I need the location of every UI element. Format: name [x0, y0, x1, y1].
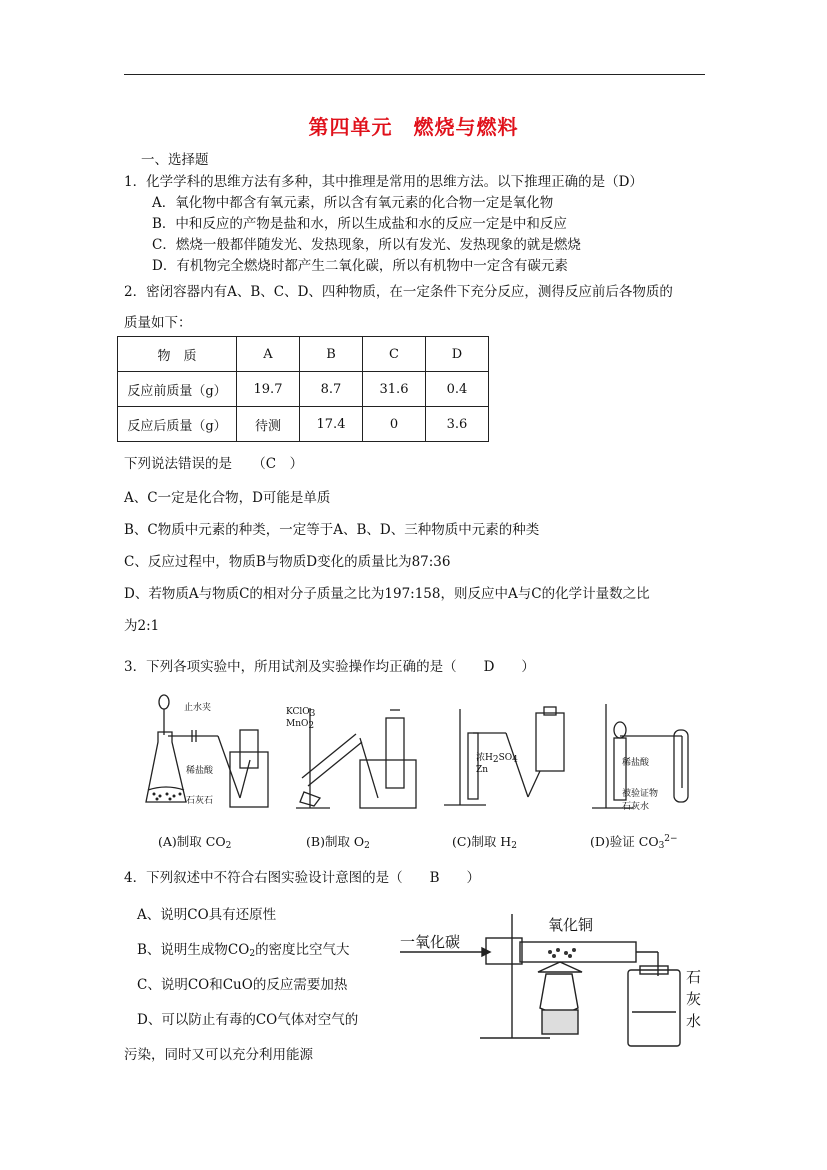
figure-d-label-limewater: 石灰水 — [622, 802, 650, 812]
figure-b-label-mno2: MnO2 — [286, 719, 315, 731]
q1-option-c: C．燃烧一般都伴随发光、发热现象，所以有发光、发热现象的就是燃烧 — [152, 237, 581, 253]
table-cell: 反应前质量（g） — [118, 372, 237, 407]
table-header-cell: A — [237, 337, 300, 372]
q2-option-c: C、反应过程中，物质B与物质D变化的质量比为87:36 — [124, 554, 451, 570]
table-header-row — [118, 337, 489, 372]
table-row — [118, 407, 489, 442]
figure-c-label-acid: 浓H2SO4 — [476, 753, 518, 765]
table-cell: 17.4 — [300, 407, 363, 442]
figure-a-label-acid: 稀盐酸 — [186, 766, 214, 776]
q2-question: 下列说法错误的是 （C ） — [124, 456, 304, 472]
figure-d-caption: (D)验证 $CO_3^{2-}$ — [590, 834, 678, 851]
figure-label-water: 水 — [686, 1012, 702, 1030]
figure-b-label-kclo3: KClO3 — [286, 707, 316, 719]
q2-stem-line1: 2．密闭容器内有A、B、C、D、四种物质，在一定条件下充分反应，测得反应前后各物质的 — [124, 284, 673, 300]
q4-stem: 4．下列叙述中不符合右图实验设计意图的是（ B ） — [124, 870, 481, 886]
q4-option-a: A、说明CO具有还原性 — [137, 907, 277, 923]
q1-option-d: D．有机物完全燃烧时都产生二氧化碳，所以有机物中一定含有碳元素 — [152, 258, 568, 274]
table-header-cell: 物 质 — [118, 337, 237, 372]
q2-option-a: A、C一定是化合物，D可能是单质 — [124, 490, 331, 506]
figure-d-label-sample: 被验证物 — [622, 789, 659, 799]
figure-a-label-clamp: 止水夹 — [184, 703, 212, 713]
figure-a-caption: (A)制取 $CO_2$ — [158, 834, 232, 851]
q4-option-d-continued: 污染，同时又可以充分利用能源 — [124, 1047, 313, 1063]
figure-label-copper-oxide: 氧化铜 — [548, 916, 594, 934]
header-rule — [124, 74, 705, 75]
table-header-cell: D — [426, 337, 489, 372]
q2-option-b: B、C物质中元素的种类，一定等于A、B、D、三种物质中元素的种类 — [124, 522, 540, 538]
table-cell: 0.4 — [426, 372, 489, 407]
table-header-cell: C — [363, 337, 426, 372]
table-header-cell: B — [300, 337, 363, 372]
table-cell: 3.6 — [426, 407, 489, 442]
section-heading: 一、选择题 — [141, 152, 209, 168]
figure-c-caption: (C)制取 $H_2$ — [452, 834, 517, 851]
q2-option-d: D、若物质A与物质C的相对分子质量之比为197:158，则反应中A与C的化学计量数之比 — [124, 586, 650, 602]
table-row — [118, 372, 489, 407]
q4-option-b: B、说明生成物$CO_2$的密度比空气大 — [137, 942, 350, 959]
q1-option-b: B．中和反应的产物是盐和水，所以生成盐和水的反应一定是中和反应 — [152, 216, 567, 232]
figure-label-lime-1: 石 — [686, 968, 702, 986]
table-cell: 待测 — [237, 407, 300, 442]
table-cell: 反应后质量（g） — [118, 407, 237, 442]
q3-stem: 3．下列各项实验中，所用试剂及实验操作均正确的是（ D ） — [124, 659, 535, 675]
figure-d-label-acid: 稀盐酸 — [622, 758, 650, 768]
q2-option-d-continued: 为2:1 — [124, 618, 160, 634]
figure-label-lime-2: 灰 — [686, 990, 702, 1008]
figure-b-caption: (B)制取 $O_2$ — [306, 834, 370, 851]
table-cell: 31.6 — [363, 372, 426, 407]
q4-option-d: D、可以防止有毒的CO气体对空气的 — [137, 1012, 359, 1028]
q4-option-c: C、说明CO和CuO的反应需要加热 — [137, 977, 348, 993]
mass-table — [117, 336, 489, 442]
q1-stem: 1．化学学科的思维方法有多种，其中推理是常用的思维方法。以下推理正确的是（D） — [124, 174, 643, 190]
figure-label-carbon-monoxide: 一氧化碳 — [400, 933, 461, 951]
table-cell: 0 — [363, 407, 426, 442]
figure-c-label-zinc: Zn — [476, 765, 489, 775]
q1-option-a: A．氧化物中都含有氧元素，所以含有氧元素的化合物一定是氧化物 — [152, 195, 554, 211]
q2-stem-line2: 质量如下： — [124, 315, 192, 331]
table-cell: 8.7 — [300, 372, 363, 407]
page-title: 第四单元 燃烧与燃料 — [308, 115, 519, 139]
table-cell: 19.7 — [237, 372, 300, 407]
figure-a-label-limestone: 石灰石 — [186, 796, 214, 806]
